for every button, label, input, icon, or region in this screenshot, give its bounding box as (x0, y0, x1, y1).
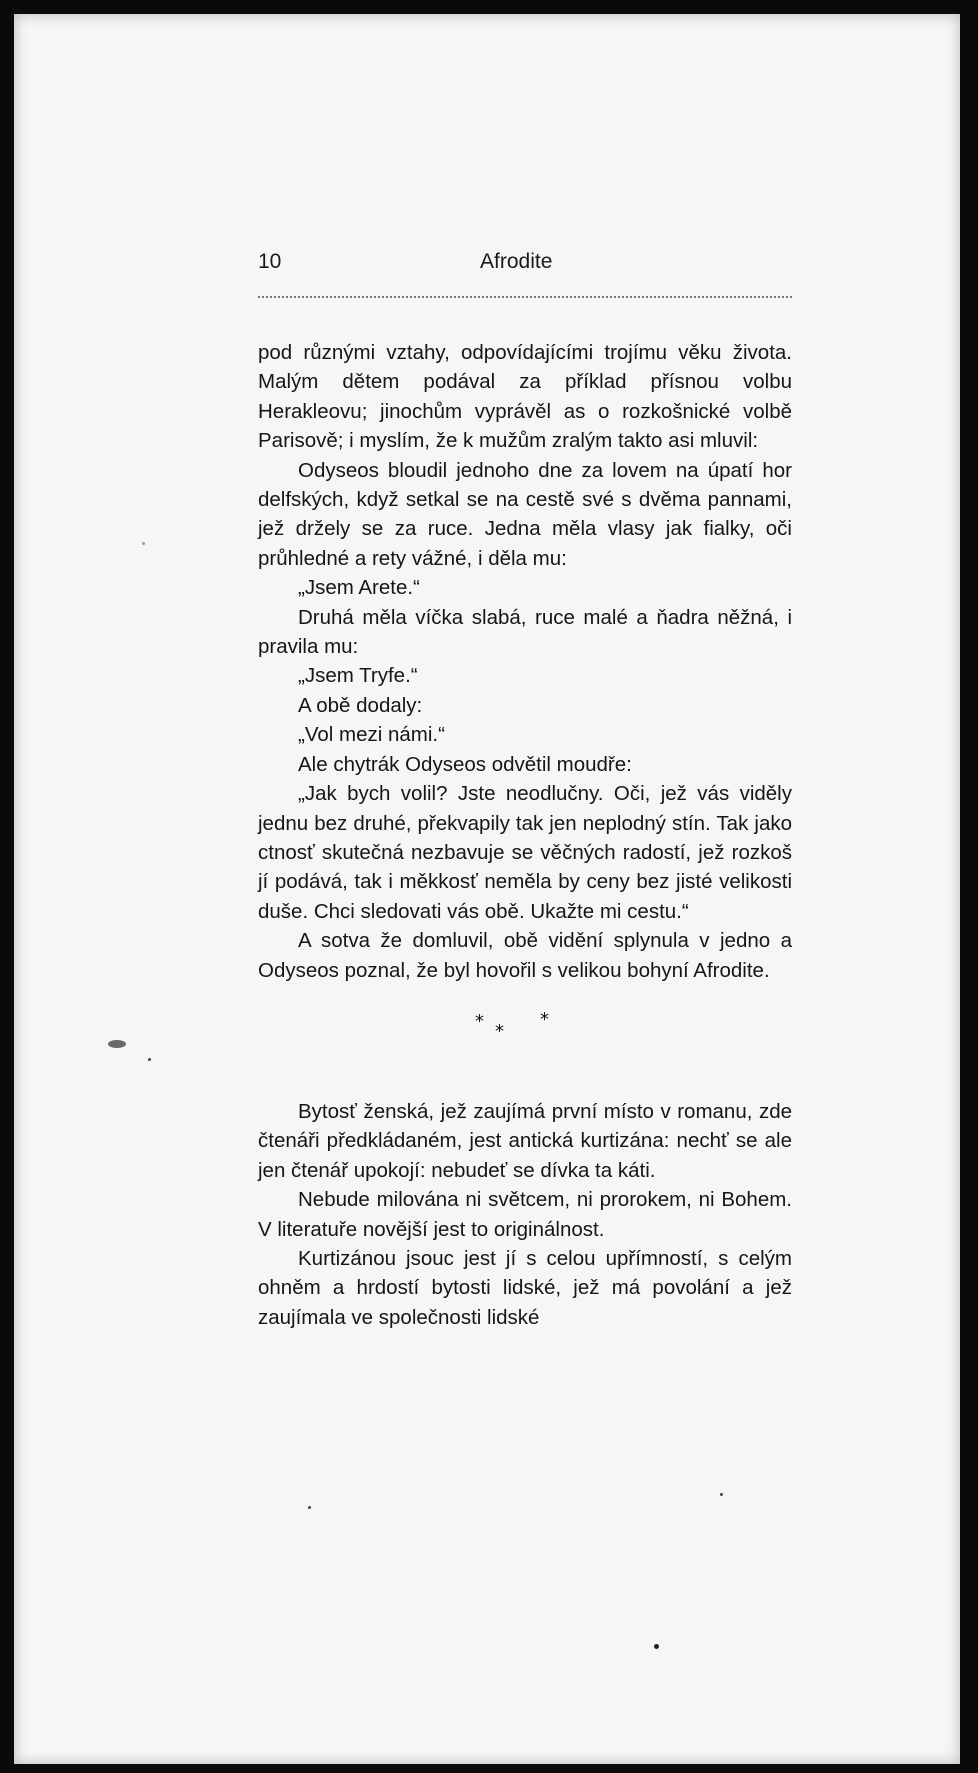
separator-star: * (540, 1008, 549, 1030)
scan-speck (654, 1644, 659, 1649)
paragraph: A sotva že domluvil, obě vidění splynula v jedno a Odyseos poznal, že byl hovořil s velikou bohyní Afrodite. (258, 929, 792, 982)
separator-star: * (495, 1020, 504, 1042)
body-text (258, 338, 792, 1332)
paragraph: Ale chytrák Odyseos odvětil moudře: (298, 752, 632, 776)
spacer (258, 1077, 792, 1097)
scan-speck (108, 1040, 126, 1048)
scan-speck (148, 1058, 151, 1061)
paragraph: „Jsem Arete.“ (298, 576, 420, 600)
paragraph: pod různými vztahy, odpovídajícími trojímu věku života. Malým dětem podával za příklad přísnou volbu Herakleovu; jinochům vyprávěl as o rozkošnické volbě Parisově; i myslím, že k mužům zralým takto asi mluvil: (258, 341, 792, 453)
scan-speck (142, 542, 145, 545)
paragraph: Nebude milována ni světcem, ni prorokem, ni Bohem. V literatuře novější jest to originálnost. (258, 1188, 792, 1241)
page-number: 10 (258, 250, 282, 273)
paragraph: Kurtizánou jsouc jest jí s celou upřímností, s celým ohněm a hrdostí bytosti lidské, jež má povolání a jež zaujímala ve společnosti lidské (258, 1246, 792, 1329)
paragraph: Bytosť ženská, jež zaujímá první místo v romanu, zde čtenáři předkládaném, jest antická kurtizána: nechť se ale jen čtenář upokojí: nebudeť se dívka ta káti. (258, 1099, 792, 1182)
paragraph: Druhá měla víčka slabá, ruce malé a ňadra něžná, i pravila mu: (258, 605, 792, 659)
header-rule (258, 296, 792, 298)
paragraph: „Vol mezi námi.“ (298, 723, 445, 747)
scan-speck (308, 1506, 311, 1509)
separator-star: * (475, 1010, 484, 1032)
scan-speck (720, 1493, 723, 1496)
running-title: Afrodite (480, 250, 553, 273)
section-separator (258, 985, 792, 1077)
paragraph: Odyseos bloudil jednoho dne za lovem na úpatí hor delfských, když setkal se na cestě své s dvěma pannami, jež držely se za ruce. Jedna měla vlasy jak fialky, oči průhledné a rety vážné, i děla mu: (258, 458, 792, 570)
paragraph: „Jsem Tryfe.“ (298, 664, 418, 688)
paragraph: A obě dodaly: (298, 693, 423, 717)
page-header (258, 250, 792, 280)
paragraph: „Jak bych volil? Jste neodlučny. Oči, jež vás viděly jednu bez druhé, překvapily tak jen neplodný stín. Tak jako ctnosť skutečná nezbavuje se věčných radostí, jež rozkoš jí podává, tak i měkkosť neměla by ceny bez jisté velikosti duše. Chci sledovati vás obě. Ukažte mi cestu.“ (258, 782, 792, 923)
